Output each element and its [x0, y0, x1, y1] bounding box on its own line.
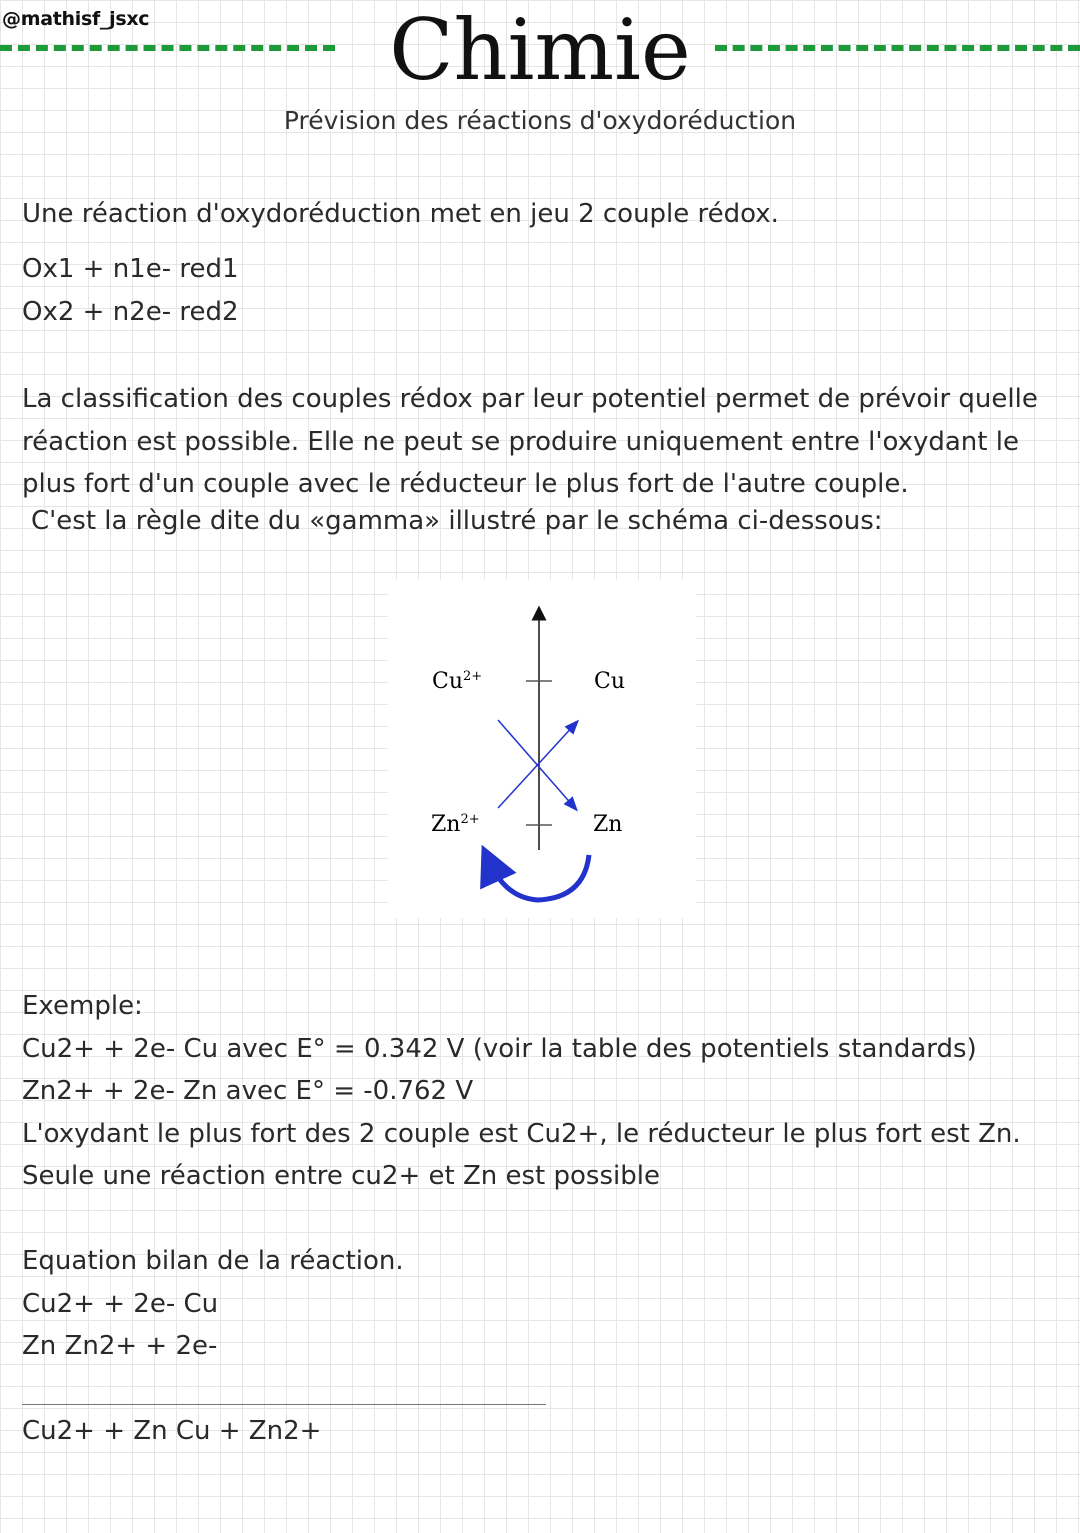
example-line-2: Zn2+ + 2e- Zn avec E° = -0.762 V: [22, 1076, 474, 1106]
intro-line: Une réaction d'oxydoréduction met en jeu 2 couple rédox.: [22, 199, 779, 229]
label-zn: Zn: [593, 812, 623, 837]
gamma-diagram-svg: [388, 580, 696, 918]
label-cu2plus: $Cu^{2+}$: [432, 669, 483, 694]
label-cu: Cu: [594, 669, 626, 694]
classification-paragraph: La classification des couples rédox par leur potentiel permet de prévoir quelle réaction est possible. Elle ne peut se produire uniquement entre l'oxydant le plus fort d'un couple avec le réducteur le plus fort de l'autre couple.: [22, 384, 1038, 499]
gamma-diagram: [388, 580, 696, 918]
example-line-4: Seule une réaction entre cu2+ et Zn est possible: [22, 1161, 660, 1191]
label-zn2plus: $Zn^{2+}$: [431, 812, 480, 837]
sum-separator: [22, 1404, 546, 1405]
page-title: Chimie: [389, 1, 691, 99]
balance-result: Cu2+ + Zn Cu + Zn2+: [22, 1416, 322, 1446]
reaction-curve-arrow: [490, 855, 589, 900]
page-subtitle: Prévision des réactions d'oxydoréduction: [283, 106, 797, 135]
half-equation-1: Ox1 + n1e- red1: [22, 254, 239, 284]
example-line-1: Cu2+ + 2e- Cu avec E° = 0.342 V (voir la table des potentiels standards): [22, 1034, 977, 1064]
example-heading: Exemple:: [22, 991, 143, 1021]
author-handle: @mathisf_jsxc: [2, 8, 150, 30]
half-equation-2: Ox2 + n2e- red2: [22, 297, 239, 327]
example-line-3: L'oxydant le plus fort des 2 couple est Cu2+, le réducteur le plus fort est Zn.: [22, 1119, 1021, 1149]
balance-line-1: Cu2+ + 2e- Cu: [22, 1289, 219, 1319]
cross-arrow-to-zn: [498, 720, 574, 807]
gamma-rule-line: C'est la règle dite du «gamma» illustré par le schéma ci-dessous:: [31, 506, 883, 536]
balance-heading: Equation bilan de la réaction.: [22, 1246, 404, 1276]
balance-line-2: Zn Zn2+ + 2e-: [22, 1331, 218, 1361]
